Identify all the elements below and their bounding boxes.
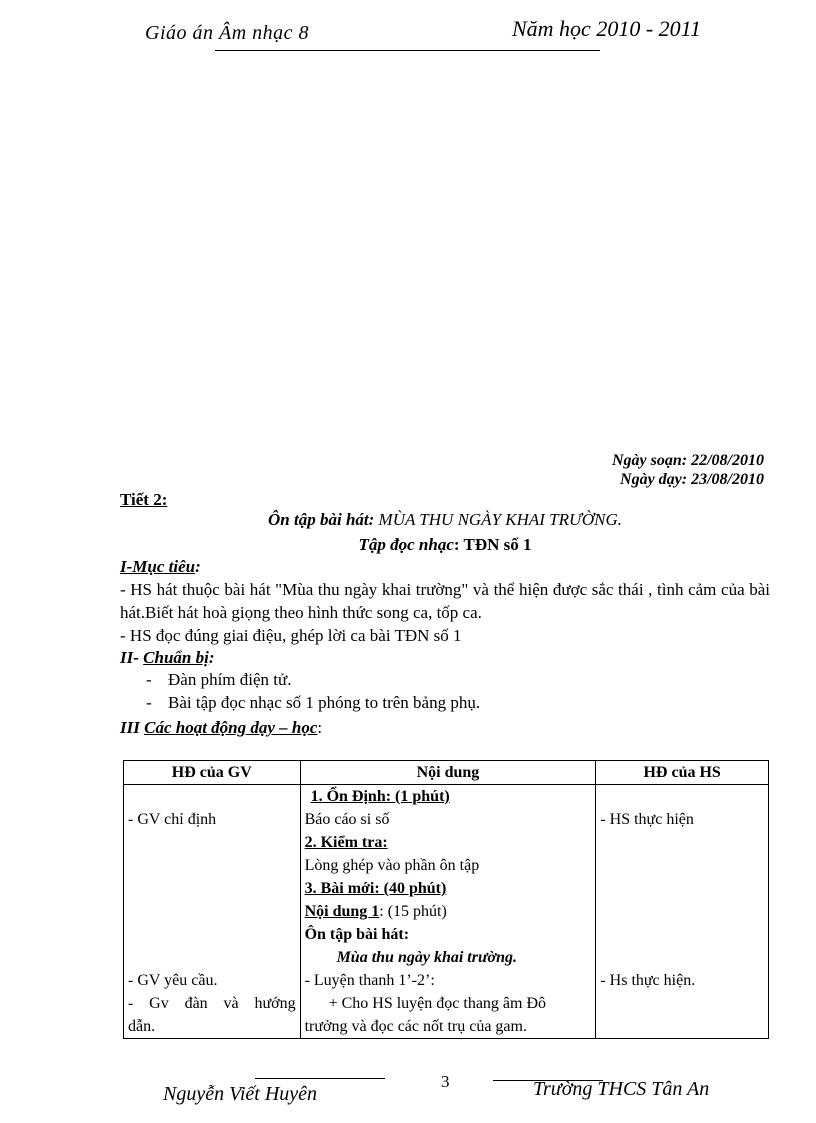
header-subject: Giáo án Âm nhạc 8 (145, 22, 310, 44)
header-school-year: Năm học 2010 - 2011 (512, 16, 702, 41)
student-line (600, 900, 764, 923)
song-title: Mùa thu ngày khai trường. (336, 949, 518, 966)
content-line: trưởng và đọc các nốt trụ của gam. (304, 1018, 527, 1035)
lesson-number: Tiết 2: (120, 490, 168, 509)
student-line (600, 854, 764, 877)
lesson-title-main: MÙA THU NGÀY KHAI TRƯỜNG. (378, 510, 622, 529)
footer-school: Trường THCS Tân An (533, 1078, 710, 1100)
objectives-colon: : (195, 557, 201, 576)
activities-prefix: III (120, 718, 145, 737)
objective-line-1: - HS hát thuộc bài hát "Mùa thu ngày khai trường" và thể hiện được sắc thái , tình cảm của bài hát.Biết hát hoà giọng theo hình thức song ca, tốp ca. (120, 580, 770, 622)
content-line: Báo cáo si số (304, 811, 390, 828)
student-column (596, 785, 769, 1039)
section-activities-heading (120, 718, 322, 738)
content-line: - Luyện thanh 1’-2’: (304, 972, 435, 989)
step-new-lesson: 3. Bài mới: (40 phút) (304, 880, 447, 897)
teacher-line (128, 854, 296, 877)
content-column (300, 785, 596, 1039)
step-stabilize: 1. Ổn Định: (1 phút) (310, 788, 450, 805)
preparation-item-text: Bài tập đọc nhạc số 1 phóng to trên bảng phụ. (168, 693, 481, 712)
lesson-subtitle-main: : TĐN số 1 (453, 535, 532, 554)
teacher-line: dẫn. (128, 1018, 156, 1035)
content-line: + Cho HS luyện đọc thang âm Đô (328, 995, 547, 1012)
bullet-dash: - (146, 693, 152, 712)
student-line (600, 785, 764, 808)
header-divider (215, 50, 600, 51)
lesson-title-prefix: Ôn tập bài hát: (268, 510, 375, 529)
lesson-subtitle-prefix: Tập đọc nhạc (358, 535, 454, 554)
preparation-prefix: II- (120, 648, 144, 667)
preparation-item (146, 693, 746, 713)
student-line (600, 877, 764, 900)
lesson-subtitle (120, 535, 770, 555)
preparation-item-text: Đàn phím điện tử. (168, 670, 292, 689)
date-prepared: Ngày soạn: 22/08/2010 (612, 452, 764, 469)
student-line: - Hs thực hiện. (600, 972, 696, 989)
review-song-label: Ôn tập bài hát: (304, 926, 410, 943)
lesson-title (120, 510, 770, 530)
content-1-label: Nội dung 1 (304, 903, 380, 920)
header-teacher: HĐ của GV (124, 761, 301, 785)
preparation-colon: : (208, 648, 215, 667)
bullet-dash: - (146, 670, 152, 689)
activities-heading-text: Các hoạt động dạy – học (144, 718, 318, 737)
footer-author: Nguyễn Viết Huyên (163, 1083, 318, 1105)
step-check: 2. Kiểm tra: (304, 834, 388, 851)
teacher-line: - GV yêu cầu. (128, 972, 218, 989)
table-header-row (124, 761, 769, 785)
teacher-line: - Gv đàn và hướng (128, 995, 296, 1012)
teacher-line (128, 877, 296, 900)
teacher-line: - GV chỉ định (128, 811, 217, 828)
section-objectives-heading (120, 557, 201, 577)
objective-line-2: - HS đọc đúng giai điệu, ghép lời ca bài TĐN số 1 (120, 626, 462, 645)
teacher-line (128, 923, 296, 946)
table-row (124, 785, 769, 1039)
objectives-heading-text: I-Mục tiêu (120, 557, 196, 576)
content-1-time: : (15 phút) (379, 903, 447, 920)
teacher-column (124, 785, 301, 1039)
footer-divider-left (255, 1078, 385, 1079)
activities-colon: : (317, 718, 323, 737)
student-line (600, 946, 764, 969)
section-preparation-heading (120, 648, 215, 668)
teacher-line (128, 831, 296, 854)
content-line: Lòng ghép vào phần ôn tập (304, 857, 480, 874)
student-line: - HS thực hiện (600, 811, 694, 828)
teacher-line (128, 946, 296, 969)
preparation-item (146, 670, 746, 690)
preparation-heading-text: Chuẩn bị (143, 648, 209, 667)
student-line (600, 923, 764, 946)
header-student: HĐ của HS (596, 761, 769, 785)
teacher-line (128, 785, 296, 808)
student-line (600, 831, 764, 854)
date-taught: Ngày dạy: 23/08/2010 (620, 471, 764, 488)
activities-table (123, 760, 769, 1039)
page-number: 3 (441, 1072, 450, 1091)
header-content: Nội dung (300, 761, 596, 785)
teacher-line (128, 900, 296, 923)
